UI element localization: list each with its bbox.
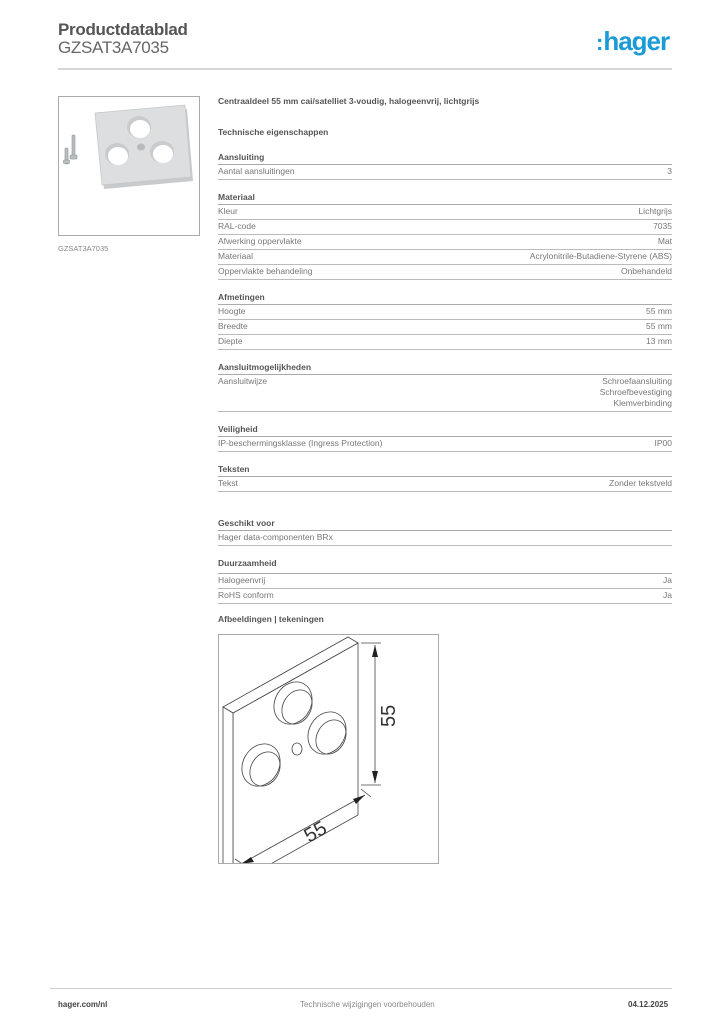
spec-row bbox=[218, 305, 672, 320]
spec-value-list bbox=[600, 376, 672, 409]
image-caption: GZSAT3A7035 bbox=[58, 244, 109, 253]
technical-drawing bbox=[218, 634, 439, 864]
group-materiaal bbox=[218, 192, 672, 280]
spec-value: Klemverbinding bbox=[613, 398, 672, 408]
spec-row bbox=[218, 250, 672, 265]
group-title: Afmetingen bbox=[218, 292, 672, 305]
group-teksten bbox=[218, 464, 672, 492]
logo-text: hager bbox=[603, 26, 670, 56]
spec-value: 55 mm bbox=[646, 321, 672, 331]
spec-value: Schroefaansluiting bbox=[602, 376, 672, 386]
spec-row bbox=[218, 335, 672, 350]
product-photo-icon bbox=[59, 97, 199, 235]
spec-label: IP-beschermingsklasse (Ingress Protection) bbox=[218, 438, 383, 448]
spec-label: Tekst bbox=[218, 478, 238, 488]
spec-value: Mat bbox=[657, 236, 672, 246]
spec-label: Afwerking oppervlakte bbox=[218, 236, 302, 246]
spec-value: Onbehandeld bbox=[620, 266, 672, 276]
section-title: Technische eigenschappen bbox=[218, 127, 329, 137]
footer-divider bbox=[50, 988, 672, 989]
product-code: GZSAT3A7035 bbox=[58, 38, 169, 57]
spec-label: Hoogte bbox=[218, 306, 246, 316]
spec-label: Diepte bbox=[218, 336, 243, 346]
logo-dots: : bbox=[596, 30, 603, 55]
header-divider bbox=[58, 68, 672, 70]
spec-row bbox=[218, 574, 672, 589]
spec-value: 13 mm bbox=[646, 336, 672, 346]
dimension-width-label: 55 bbox=[300, 817, 331, 848]
spec-value: IP00 bbox=[654, 438, 672, 448]
product-description: Centraaldeel 55 mm cai/satelliet 3-voudig, halogeenvrij, lichtgrijs bbox=[218, 96, 480, 106]
group-title: Veiligheid bbox=[218, 424, 672, 437]
spec-row bbox=[218, 320, 672, 335]
spec-value: 7035 bbox=[653, 221, 672, 231]
spec-label: Materiaal bbox=[218, 251, 253, 261]
spec-row bbox=[218, 437, 672, 452]
spec-value: 3 bbox=[667, 166, 672, 176]
spec-label: RAL-code bbox=[218, 221, 256, 231]
dimension-height-label: 55 bbox=[378, 704, 400, 727]
group-title: Geschikt voor bbox=[218, 518, 672, 531]
group-aansluitmogelijkheden bbox=[218, 362, 672, 412]
spec-value: Lichtgrijs bbox=[638, 206, 672, 216]
spec-value: 55 mm bbox=[646, 306, 672, 316]
spec-row bbox=[218, 235, 672, 250]
spec-value: Zonder tekstveld bbox=[609, 478, 672, 488]
spec-row bbox=[218, 165, 672, 180]
page-title: Productdatablad bbox=[58, 20, 188, 39]
group-title: Materiaal bbox=[218, 192, 672, 205]
spec-row bbox=[218, 589, 672, 604]
spec-value: Acrylonitrile-Butadiene-Styrene (ABS) bbox=[529, 251, 672, 261]
spec-label: Halogeenvrij bbox=[218, 575, 266, 585]
spacer bbox=[218, 492, 672, 506]
spec-label: Oppervlakte behandeling bbox=[218, 266, 313, 276]
drawings-title: Afbeeldingen | tekeningen bbox=[218, 614, 324, 624]
group-aansluiting bbox=[218, 152, 672, 180]
spec-label: RoHS conform bbox=[218, 590, 274, 600]
spec-value: Schroefbevestiging bbox=[599, 387, 672, 397]
spec-value: Ja bbox=[663, 575, 672, 585]
group-title: Aansluitmogelijkheden bbox=[218, 362, 672, 375]
spec-label: Hager data-componenten BRx bbox=[218, 532, 333, 542]
group-afmetingen bbox=[218, 292, 672, 350]
spec-row bbox=[218, 375, 672, 412]
spec-label: Breedte bbox=[218, 321, 248, 331]
group-geschikt-voor bbox=[218, 518, 672, 546]
group-title: Duurzaamheid bbox=[218, 558, 672, 574]
specifications bbox=[218, 96, 672, 604]
spec-label: Kleur bbox=[218, 206, 238, 216]
spec-row bbox=[218, 220, 672, 235]
website-link[interactable]: hager.com/nl bbox=[58, 1000, 108, 1009]
spec-row bbox=[218, 531, 672, 546]
spec-label: Aantal aansluitingen bbox=[218, 166, 295, 176]
spec-row bbox=[218, 265, 672, 280]
group-veiligheid bbox=[218, 424, 672, 452]
document-date: 04.12.2025 bbox=[628, 1000, 669, 1009]
spec-label: Aansluitwijze bbox=[218, 376, 268, 386]
hager-logo bbox=[596, 26, 669, 57]
group-duurzaamheid bbox=[218, 558, 672, 604]
disclaimer: Technische wijzigingen voorbehouden bbox=[300, 1000, 435, 1009]
spec-row bbox=[218, 477, 672, 492]
product-image bbox=[58, 96, 200, 236]
group-title: Teksten bbox=[218, 464, 672, 477]
spec-row bbox=[218, 205, 672, 220]
group-title: Aansluiting bbox=[218, 152, 672, 165]
spec-value: Ja bbox=[663, 590, 672, 600]
dimension-drawing-icon bbox=[219, 635, 438, 863]
